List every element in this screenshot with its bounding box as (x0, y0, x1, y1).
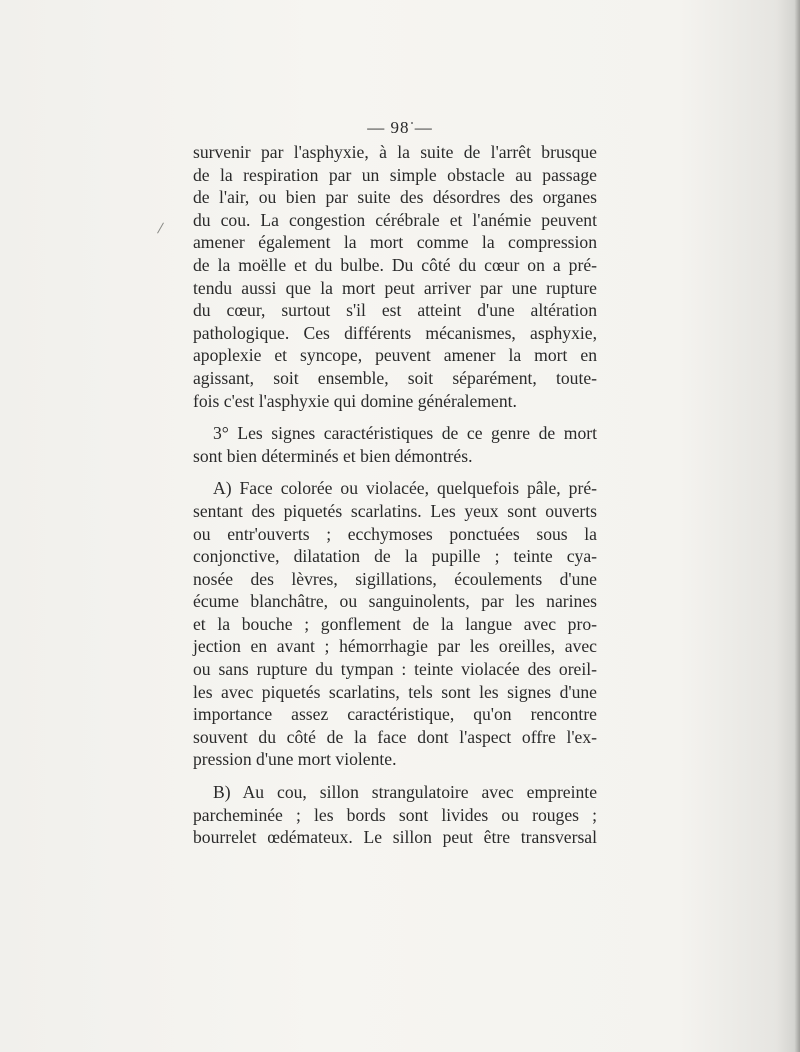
text-line: sentant des piquetés scarlatins. Les yeux sont ouverts (193, 500, 597, 521)
text-line: amener également la mort comme la compression (193, 232, 597, 253)
paragraph (193, 781, 597, 849)
paragraph (193, 477, 597, 771)
text-line: conjonctive, dilatation de la pupille ; teinte cya- (193, 546, 597, 567)
page-number: — 98 — (367, 118, 433, 137)
text-line: de la moëlle et du bulbe. Du côté du cœur on a pré- (193, 254, 597, 275)
text-line: fois c'est l'asphyxie qui domine généralement. (193, 390, 517, 411)
text-line: tendu aussi que la mort peut arriver par une rupture (193, 277, 597, 298)
text-line: nosée des lèvres, sigillations, écoulements d'une (193, 568, 597, 589)
paragraph (193, 422, 597, 467)
text-line: importance assez caractéristique, qu'on rencontre (193, 704, 597, 725)
text-line: les avec piquetés scarlatins, tels sont les signes d'une (193, 681, 597, 702)
text-line: pathologique. Ces différents mécanismes, asphyxie, (193, 322, 597, 343)
text-line: écume blanchâtre, ou sanguinolents, par les narines (193, 591, 597, 612)
text-line: apoplexie et syncope, peuvent amener la mort en (193, 345, 597, 366)
text-line: du cou. La congestion cérébrale et l'anémie peuvent (193, 209, 597, 230)
text-line: de l'air, ou bien par suite des désordres des organes (193, 187, 597, 208)
text-line: parcheminée ; les bords sont livides ou rouges ; (193, 804, 597, 825)
page-edge-shadow (794, 0, 800, 1052)
text-line: de la respiration par un simple obstacle au passage (193, 164, 597, 185)
text-line: A) Face colorée ou violacée, quelquefois pâle, pré- (213, 478, 597, 499)
text-line: et la bouche ; gonflement de la langue avec pro- (193, 613, 597, 634)
text-line: ou sans rupture du tympan : teinte violacée des oreil- (193, 659, 597, 680)
text-line: agissant, soit ensemble, soit séparément, toute- (193, 367, 597, 388)
text-line: ou entr'ouverts ; ecchymoses ponctuées sous la (193, 523, 597, 544)
text-line: bourrelet œdémateux. Le sillon peut être transversal (193, 827, 597, 848)
text-line: souvent du côté de la face dont l'aspect offre l'ex- (193, 726, 597, 747)
paragraph (193, 141, 597, 412)
text-line: du cœur, surtout s'il est atteint d'une altération (193, 300, 597, 321)
text-line: sont bien déterminés et bien démontrés. (193, 445, 473, 466)
text-line: 3° Les signes caractéristiques de ce genre de mort (213, 423, 597, 444)
body-text (193, 141, 597, 849)
text-line: pression d'une mort violente. (193, 749, 397, 770)
text-line: jection en avant ; hémorrhagie par les oreilles, avec (193, 636, 597, 657)
text-line: B) Au cou, sillon strangulatoire avec empreinte (213, 782, 597, 803)
text-line: survenir par l'asphyxie, à la suite de l'arrêt brusque (193, 142, 597, 162)
